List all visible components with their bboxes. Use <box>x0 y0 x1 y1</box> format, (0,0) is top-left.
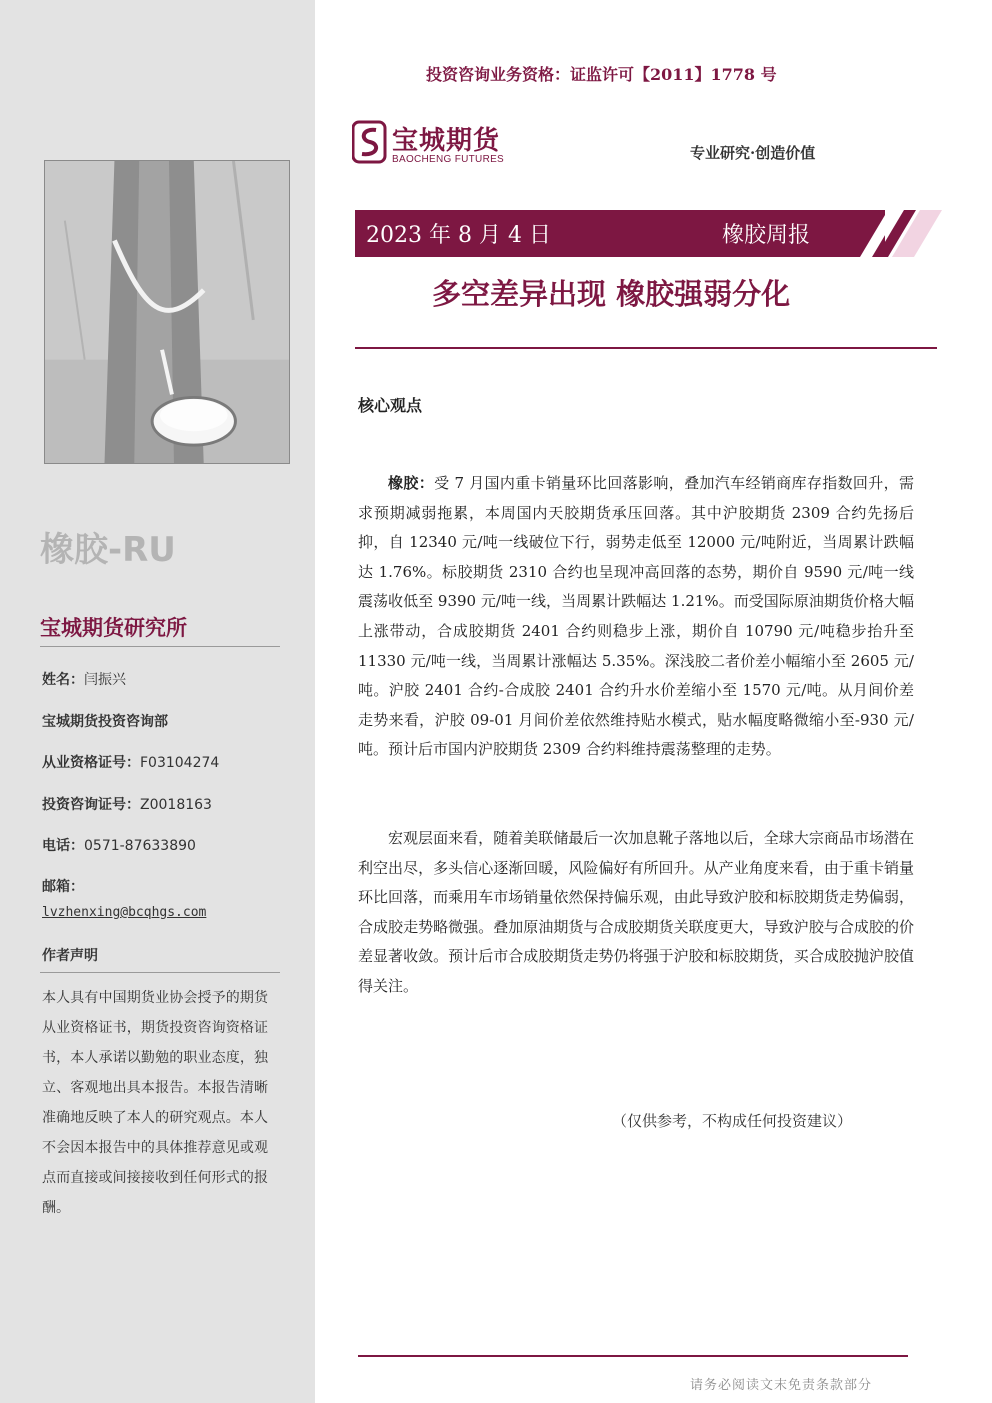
headline: 多空差异出现 橡胶强弱分化 <box>432 277 791 311</box>
report-type: 橡胶周报 <box>722 223 811 248</box>
paragraph-macro <box>358 824 914 1002</box>
section-title: 核心观点 <box>358 396 423 415</box>
company-logo <box>352 120 522 170</box>
paragraph-lead: 橡胶： <box>388 474 435 492</box>
sidebar <box>0 0 315 1403</box>
info-value: Z0018163 <box>140 797 212 813</box>
slogan: 专业研究·创造价值 <box>690 144 816 162</box>
logo-text-en: BAOCHENG FUTURES <box>392 154 505 165</box>
declaration-title: 作者声明 <box>42 948 98 964</box>
banner-stripes-decoration <box>860 210 942 257</box>
department <box>42 711 168 731</box>
info-label: 投资咨询证号： <box>42 797 140 813</box>
divider <box>355 347 937 349</box>
footer-text: 请务必阅读文末免责条款部分 <box>690 1378 873 1393</box>
disclaimer-note: （仅供参考，不构成任何投资建议） <box>612 1112 853 1130</box>
info-label: 邮箱： <box>42 879 84 895</box>
consulting-number <box>42 794 212 814</box>
report-date: 2023 年 8 月 4 日 <box>366 223 551 248</box>
rubber-tree-image <box>45 161 289 463</box>
declaration-text: 本人具有中国期货业协会授予的期货从业资格证书，期货投资咨询资格证书，本人承诺以勤勉的职业态度，独立、客观地出具本报告。本报告清晰准确地反映了本人的研究观点。本人不会因本报告中的具体推荐意见或观点而直接或间接接收到任何形式的报酬。 <box>42 990 268 1216</box>
info-label: 姓名： <box>42 672 84 688</box>
footer-divider <box>358 1355 908 1357</box>
info-label: 宝城期货投资咨询部 <box>42 714 168 730</box>
info-label: 电话： <box>42 838 84 854</box>
rubber-tree-photo <box>44 160 290 464</box>
info-value: 0571-87633890 <box>84 838 196 854</box>
email-label <box>42 876 84 896</box>
paragraph-body: 受 7 月国内重卡销量环比回落影响，叠加汽车经销商库存指数回升，需求预期减弱拖累，本周国内天胶期货承压回落。其中沪胶期货 2309 合约先扬后抑，自 12340 元/吨一线破位下行，弱势走低至 12000 元/吨附近，当周累计跌幅达 1.76%。标胶期货 2310 合约也呈现冲高回落的态势，期价自 9590 元/吨一线震荡收低至 9390 元/吨一线，当周累计跌幅达 1.21%。而受国际原油期货价格大幅上涨带动，合成胶期货 2401 合约则稳步上涨，期价自 10790 元/吨稳步抬升至 11330 元/吨一线，当周累计涨幅达 5.35%。深浅胶二者价差小幅缩小至 2605 元/吨。沪胶 2401 合约-合成胶 2401 合约升水价差缩小至 1570 元/吨。从月间价差走势来看，沪胶 09-01 月间价差依然维持贴水模式，贴水幅度略微缩小至-930 元/吨。预计后市国内沪胶期货 2309 合约料维持震荡整理的走势。 <box>358 474 914 759</box>
product-title: 橡胶-RU <box>40 530 176 570</box>
license-text: 投资咨询业务资格：证监许可【2011】1778 号 <box>426 65 777 84</box>
divider <box>40 646 280 647</box>
paragraph-rubber <box>358 469 914 765</box>
phone <box>42 835 196 855</box>
author-name <box>42 669 126 689</box>
paragraph-body: 宏观层面来看，随着美联储最后一次加息靴子落地以后，全球大宗商品市场潜在利空出尽，多头信心逐渐回暖，风险偏好有所回升。从产业角度来看，由于重卡销量环比回落，而乘用车市场销量依然保持偏乐观，由此导致沪胶和标胶期货走势偏弱，合成胶走势略微强。叠加原油期货与合成胶期货关联度更大，导致沪胶与合成胶的价差显著收敛。预计后市合成胶期货走势仍将强于沪胶和标胶期货，买合成胶抛沪胶值得关注。 <box>358 829 914 995</box>
info-value: 闫振兴 <box>84 672 126 688</box>
logo-mark-icon <box>352 120 388 164</box>
email-link[interactable]: lvzhenxing@bcqhgs.com <box>42 905 207 920</box>
divider <box>40 972 280 973</box>
logo-text-cn: 宝城期货 <box>392 126 501 156</box>
info-value: F03104274 <box>140 755 220 771</box>
qualification-number <box>42 752 219 772</box>
institute-name: 宝城期货研究所 <box>40 616 187 640</box>
info-label: 从业资格证号： <box>42 755 140 771</box>
